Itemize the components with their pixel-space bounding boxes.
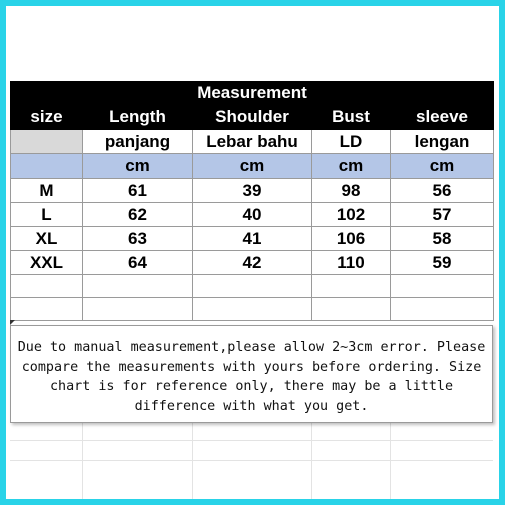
unit-cell: cm xyxy=(391,154,494,179)
translation-row xyxy=(11,130,494,154)
grid-line xyxy=(390,423,391,499)
length-cell: 61 xyxy=(83,179,193,203)
sleeve-cell: 56 xyxy=(391,179,494,203)
grid-line xyxy=(311,423,312,499)
unit-row xyxy=(11,154,494,179)
empty-row xyxy=(11,275,494,298)
length-cell: 64 xyxy=(83,251,193,275)
translation-cell: Lebar bahu xyxy=(193,130,312,154)
table-row xyxy=(11,227,494,251)
bust-cell: 106 xyxy=(312,227,391,251)
translation-cell: panjang xyxy=(83,130,193,154)
size-cell: XL xyxy=(11,227,83,251)
bust-cell: 102 xyxy=(312,203,391,227)
shoulder-cell: 39 xyxy=(193,179,312,203)
size-cell: L xyxy=(11,203,83,227)
header-shoulder: Shoulder xyxy=(193,104,312,130)
unit-cell: cm xyxy=(312,154,391,179)
header-length: Length xyxy=(83,104,193,130)
table-row xyxy=(11,203,494,227)
shoulder-cell: 41 xyxy=(193,227,312,251)
unit-cell: cm xyxy=(193,154,312,179)
unit-cell xyxy=(11,154,83,179)
size-cell: XXL xyxy=(11,251,83,275)
bust-cell: 98 xyxy=(312,179,391,203)
grid-line xyxy=(82,423,83,499)
header-sleeve: sleeve xyxy=(391,104,494,130)
bust-cell: 110 xyxy=(312,251,391,275)
header-row xyxy=(11,104,494,130)
length-cell: 62 xyxy=(83,203,193,227)
unit-cell: cm xyxy=(83,154,193,179)
table-row xyxy=(11,179,494,203)
header-bust: Bust xyxy=(312,104,391,130)
translation-cell: LD xyxy=(312,130,391,154)
size-cell: M xyxy=(11,179,83,203)
translation-cell xyxy=(11,130,83,154)
sleeve-cell: 58 xyxy=(391,227,494,251)
empty-row xyxy=(11,298,494,321)
table-title: Measurement xyxy=(193,82,312,105)
size-chart-table xyxy=(10,81,494,321)
grid-line xyxy=(192,423,193,499)
shoulder-cell: 42 xyxy=(193,251,312,275)
table-row xyxy=(11,251,494,275)
shoulder-cell: 40 xyxy=(193,203,312,227)
length-cell: 63 xyxy=(83,227,193,251)
disclaimer-note: Due to manual measurement,please allow 2~3cm error. Please compare the measurements with yours before ordering. Size chart is for reference only, there may be a little difference with what you get. xyxy=(10,325,493,423)
sleeve-cell: 59 xyxy=(391,251,494,275)
sleeve-cell: 57 xyxy=(391,203,494,227)
header-size: size xyxy=(11,104,83,130)
title-row xyxy=(11,82,494,105)
translation-cell: lengan xyxy=(391,130,494,154)
